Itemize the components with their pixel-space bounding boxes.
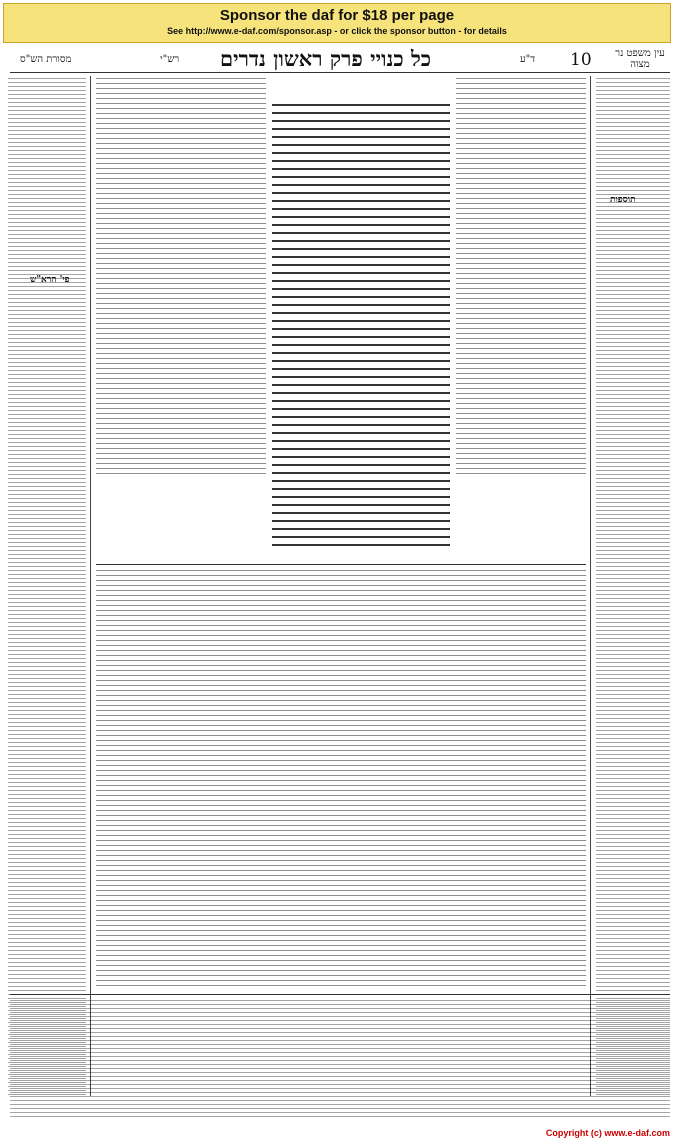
ein-mishpat-column xyxy=(596,78,670,1098)
lower-commentary xyxy=(96,570,586,990)
page-header xyxy=(0,46,676,72)
sponsor-banner[interactable] xyxy=(3,3,671,43)
sponsor-title[interactable]: Sponsor the daf for $18 per page xyxy=(219,7,455,24)
folio-label: ד"ע xyxy=(520,54,536,65)
chapter-title: כל כנויי פרק ראשון נדרים xyxy=(220,46,432,71)
rosh-label: פי' הרא"ש xyxy=(30,275,70,285)
right-margin-label: עין משפט נר מצוה xyxy=(615,48,665,70)
sponsor-subtitle: See http://www.e-daf.com/sponsor.asp - or click the sponsor button - for details xyxy=(167,26,507,36)
gemara-text xyxy=(272,104,450,554)
left-margin-label: מסורת הש"ס xyxy=(20,54,72,65)
notes-rule xyxy=(10,994,670,995)
column-divider-right xyxy=(590,76,591,1096)
rosh-column xyxy=(8,78,86,1098)
lower-rule xyxy=(96,564,586,565)
page-number: 10 xyxy=(570,50,592,70)
copyright-link[interactable]: Copyright (c) www.e-daf.com xyxy=(545,1128,670,1138)
header-rule xyxy=(10,72,670,73)
talmud-page xyxy=(0,44,676,1124)
column-divider-left xyxy=(90,76,91,1096)
rashi-label: רש"י xyxy=(160,54,180,65)
rashi-commentary xyxy=(96,78,266,488)
tosafot-commentary xyxy=(456,78,586,488)
bottom-notes xyxy=(10,1000,670,1120)
tosafot-label: תוספות xyxy=(610,195,636,205)
